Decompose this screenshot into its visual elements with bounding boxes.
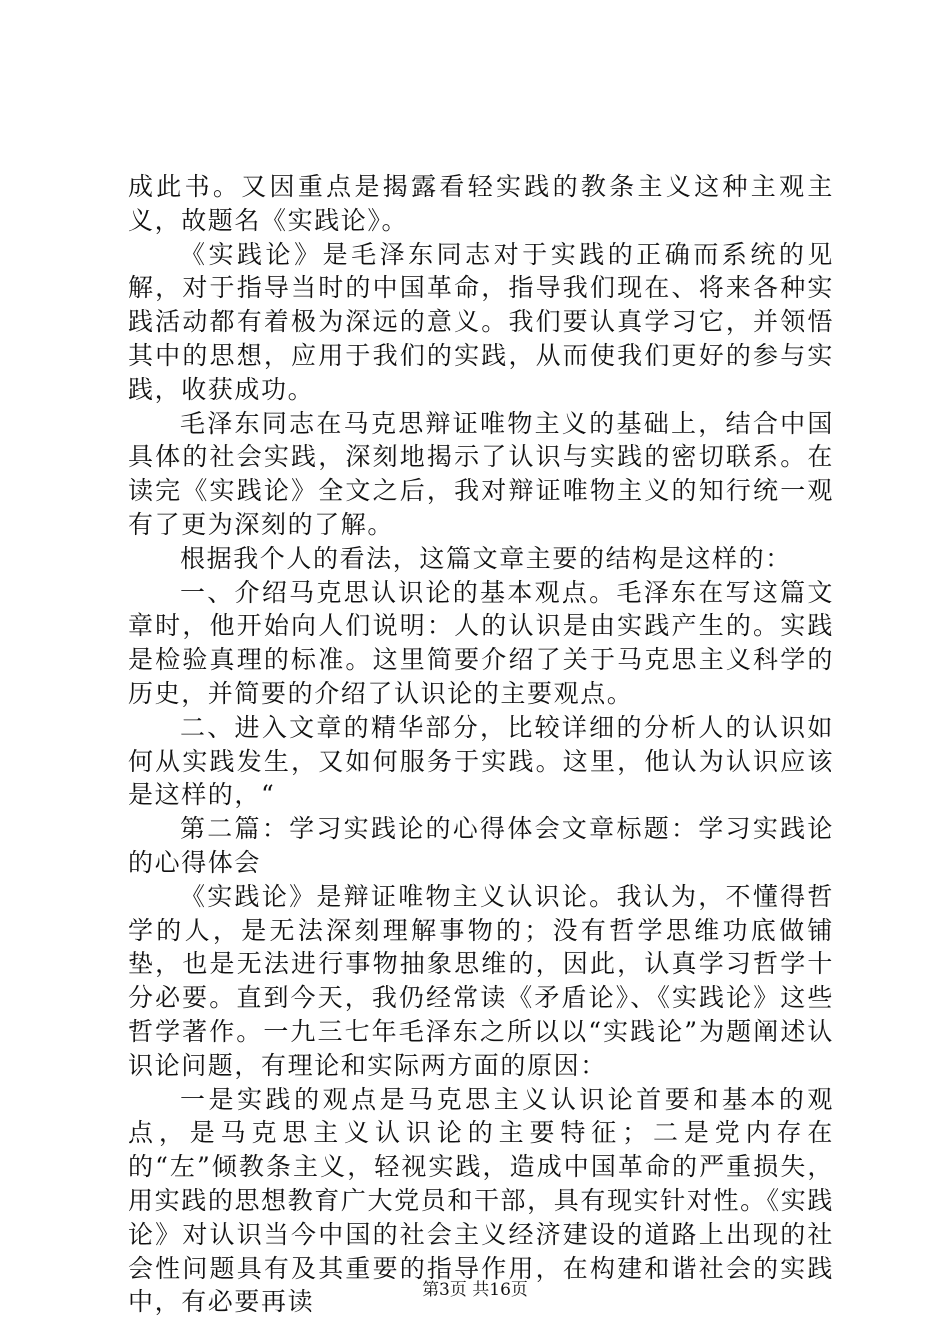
paragraph: 《实践论》是辩证唯物主义认识论。我认为，不懂得哲学的人，是无法深刻理解事物的；没有哲学思维功底做铺垫，也是无法进行事物抽象思维的，因此，认真学习哲学十分必要。直到今天，我仍经常读《矛盾论》、《实践论》这些哲学著作。一九三七年毛泽东之所以以“实践论”为题阐述认识论问题，有理论和实际两方面的原因： [128,881,834,1080]
paragraph: 一是实践的观点是马克思主义认识论首要和基本的观点，是马克思主义认识论的主要特征；二是党内存在的“左”倾教条主义，轻视实践，造成中国革命的严重损失，用实践的思想教育广大党员和干部，具有现实针对性。《实践论》对认识当今中国的社会主义经济建设的道路上出现的社会性问题具有及其重要的指导作用，在构建和谐社会的实践中，有必要再读 [128,1084,834,1317]
paragraph: 成此书。又因重点是揭露看轻实践的教条主义这种主观主义，故题名《实践论》。 [128,172,834,235]
document-body [128,170,834,1319]
paragraph: 根据我个人的看法，这篇文章主要的结构是这样的： [180,543,792,573]
page-number-footer: 第3页 共16页 [422,1280,528,1300]
paragraph: 二、进入文章的精华部分，比较详细的分析人的认识如何从实践发生，又如何服务于实践。这里，他认为认识应该是这样的，“ [128,712,834,810]
paragraph: 《实践论》是毛泽东同志对于实践的正确而系统的见解，对于指导当时的中国革命，指导我们现在、将来各种实践活动都有着极为深远的意义。我们要认真学习它，并领悟其中的思想，应用于我们的实践，从而使我们更好的参与实践，收获成功。 [128,239,834,404]
paragraph: 毛泽东同志在马克思辩证唯物主义的基础上，结合中国具体的社会实践，深刻地揭示了认识与实践的密切联系。在读完《实践论》全文之后，我对辩证唯物主义的知行统一观有了更为深刻的了解。 [128,408,834,539]
paragraph: 一、介绍马克思认识论的基本观点。毛泽东在写这篇文章时，他开始向人们说明：人的认识是由实践产生的。实践是检验真理的标准。这里简要介绍了关于马克思主义科学的历史，并简要的介绍了认识论的主要观点。 [128,577,834,708]
section-heading: 第二篇：学习实践论的心得体会文章标题：学习实践论的心得体会 [128,814,834,877]
